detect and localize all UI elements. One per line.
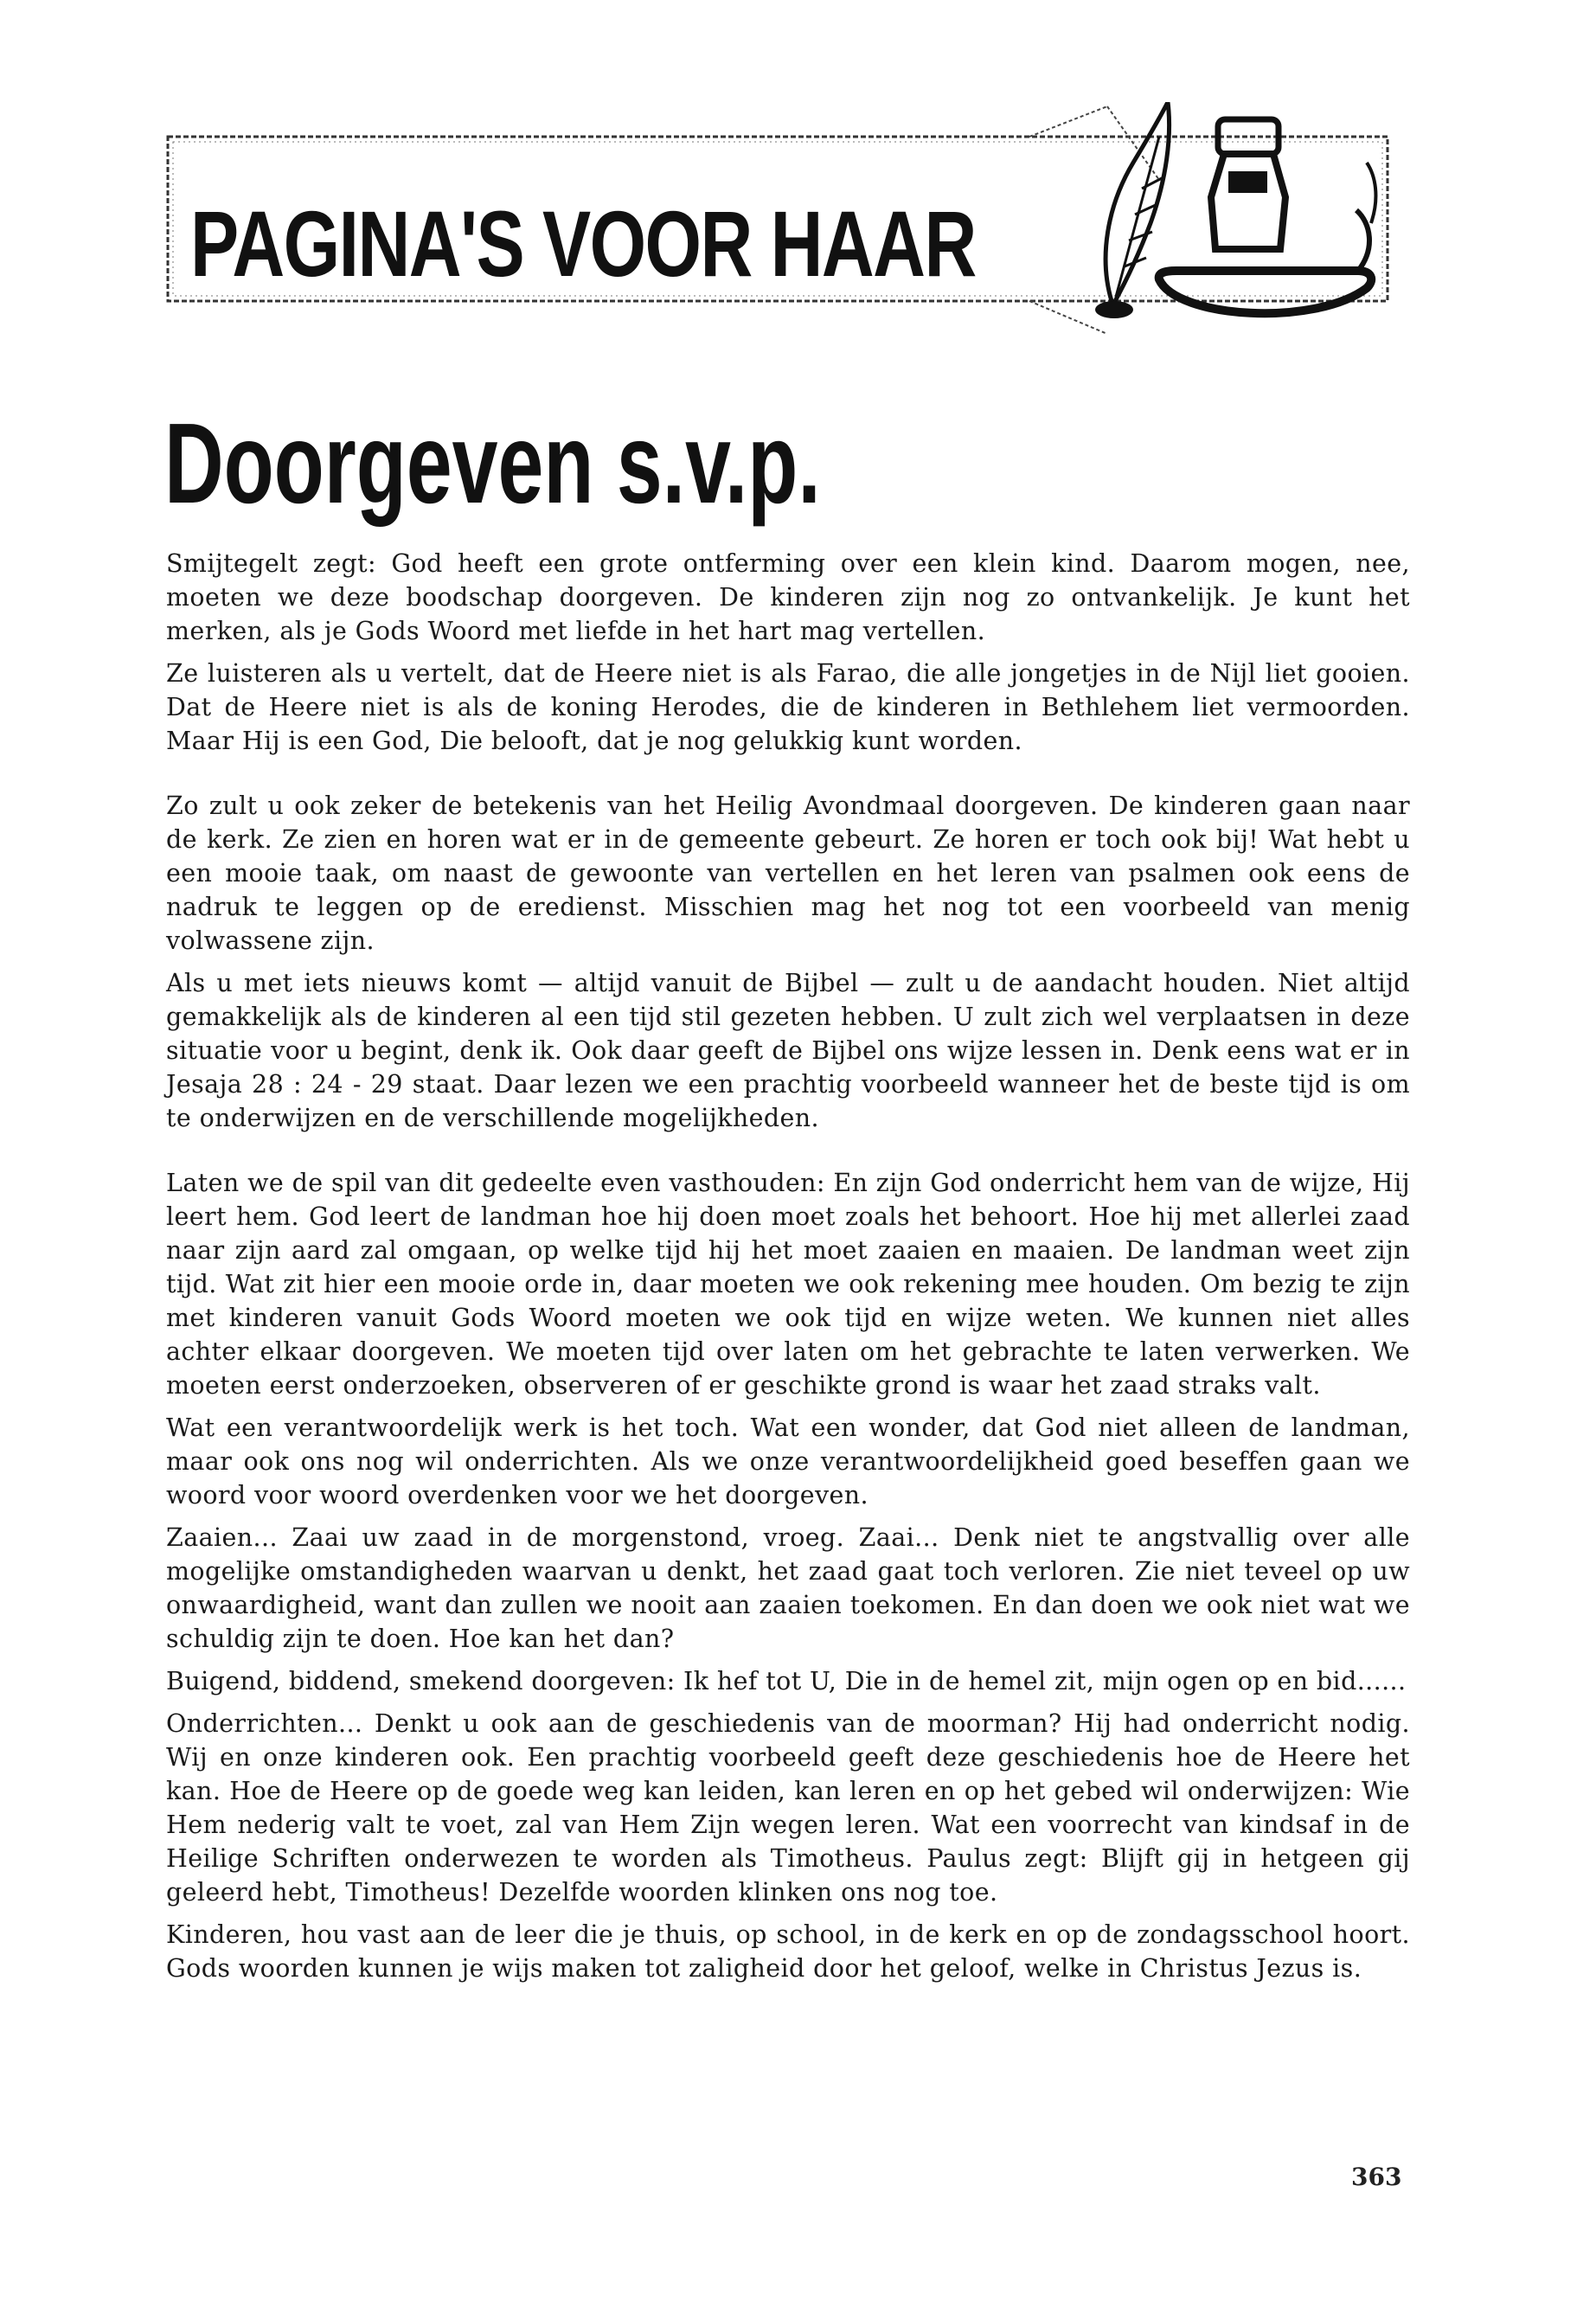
paragraph: Kinderen, hou vast aan de leer die je thuis, op school, in de kerk en op de zondagsschool hoort. Gods woorden kunnen je wijs maken tot zaligheid door het geloof, welke in Christus Jezus is. [166, 1920, 1410, 1983]
paragraph: Onderrichten... Denkt u ook aan de geschiedenis van de moorman? Hij had onderricht nodig. Wij en onze kinderen ook. Een prachtig voorbeeld geeft deze geschiedenis hoe de Heere het kan. Hoe de Heere op de goede weg kan leiden, kan leren en op het gebed wil onderwijzen: Wie Hem nederig valt te voet, zal van Hem Zijn wegen leren. Wat een voorrecht van kindsaf in de Heilige Schriften onderwezen te worden als Timotheus. Paulus zegt: Blijft gij in hetgeen gij geleerd hebt, Timotheus! Dezelfde woorden klinken ons nog toe. [166, 1709, 1410, 1907]
page-number: 363 [1351, 2163, 1402, 2191]
article-title: Doorgeven s.v.p. [164, 400, 821, 527]
banner-title: PAGINA'S VOOR HAAR [190, 191, 976, 296]
paragraph: Als u met iets nieuws komt — altijd vanuit de Bijbel — zult u de aandacht houden. Niet altijd gemakkelijk als de kinderen al een tijd stil gezeten hebben. U zult zich wel verplaatsen in deze situatie voor u begint, denk ik. Ook daar geeft de Bijbel ons wijze lessen in. Denk eens wat er in Jesaja 28 : 24 - 29 staat. Daar lezen we een prachtig voorbeeld wanneer het de beste tijd is om te onderwijzen en de verschillende mogelijkheden. [166, 969, 1410, 1132]
paragraph: Ze luisteren als u vertelt, dat de Heere niet is als Farao, die alle jongetjes in de Nijl liet gooien. Dat de Heere niet is als de koning Herodes, die de kinderen in Bethlehem liet vermoorden. Maar Hij is een God, Die belooft, dat je nog gelukkig kunt worden. [166, 659, 1410, 755]
paragraph: Zo zult u ook zeker de betekenis van het Heilig Avondmaal doorgeven. De kinderen gaan naar de kerk. Ze zien en horen wat er in de gemeente gebeurt. Ze horen er toch ook bij! Wat hebt u een mooie taak, om naast de gewoonte van vertellen en het leren van psalmen ook eens de nadruk te leggen op de eredienst. Misschien mag het nog tot een voorbeeld van menig volwassene zijn. [166, 792, 1410, 955]
paragraph: Laten we de spil van dit gedeelte even vasthouden: En zijn God onderricht hem van de wijze, Hij leert hem. God leert de landman hoe hij doen moet zoals het behoort. Hoe hij met allerlei zaad naar zijn aard zal omgaan, op welke tijd hij het moet zaaien en maaien. De landman weet zijn tijd. Wat zit hier een mooie orde in, daar moeten we ook rekening mee houden. Om bezig te zijn met kinderen vanuit Gods Woord moeten we ook tijd en wijze weten. We kunnen niet alles achter elkaar doorgeven. We moeten tijd over laten om het gebrachte te laten verwerken. We moeten eerst onderzoeken, observeren of er geschikte grond is waar het zaad straks valt. [166, 1169, 1410, 1400]
paragraph: Zaaien... Zaai uw zaad in de morgenstond, vroeg. Zaai... Denk niet te angstvallig over alle mogelijke omstandigheden waarvan u denkt, het zaad gaat toch verloren. Zie niet teveel op uw onwaardigheid, want dan zullen we nooit aan zaaien toekomen. En dan doen we ook niet wat we schuldig zijn te doen. Hoe kan het dan? [166, 1523, 1410, 1653]
header-banner [164, 102, 1401, 336]
paragraph: Smijtegelt zegt: God heeft een grote ontferming over een klein kind. Daarom mogen, nee, moeten we deze boodschap doorgeven. De kinderen zijn nog zo ontvankelijk. Je kunt het merken, als je Gods Woord met liefde in het hart mag vertellen. [166, 549, 1410, 645]
paragraph: Wat een verantwoordelijk werk is het toch. Wat een wonder, dat God niet alleen de landman, maar ook ons nog wil onderrichten. Als we onze verantwoordelijkheid goed beseffen gaan we woord voor woord overdenken voor we het doorgeven. [166, 1413, 1410, 1509]
paragraph: Buigend, biddend, smekend doorgeven: Ik hef tot U, Die in de hemel zit, mijn ogen op en bid...... [166, 1667, 1407, 1695]
article-body [166, 547, 1410, 1994]
